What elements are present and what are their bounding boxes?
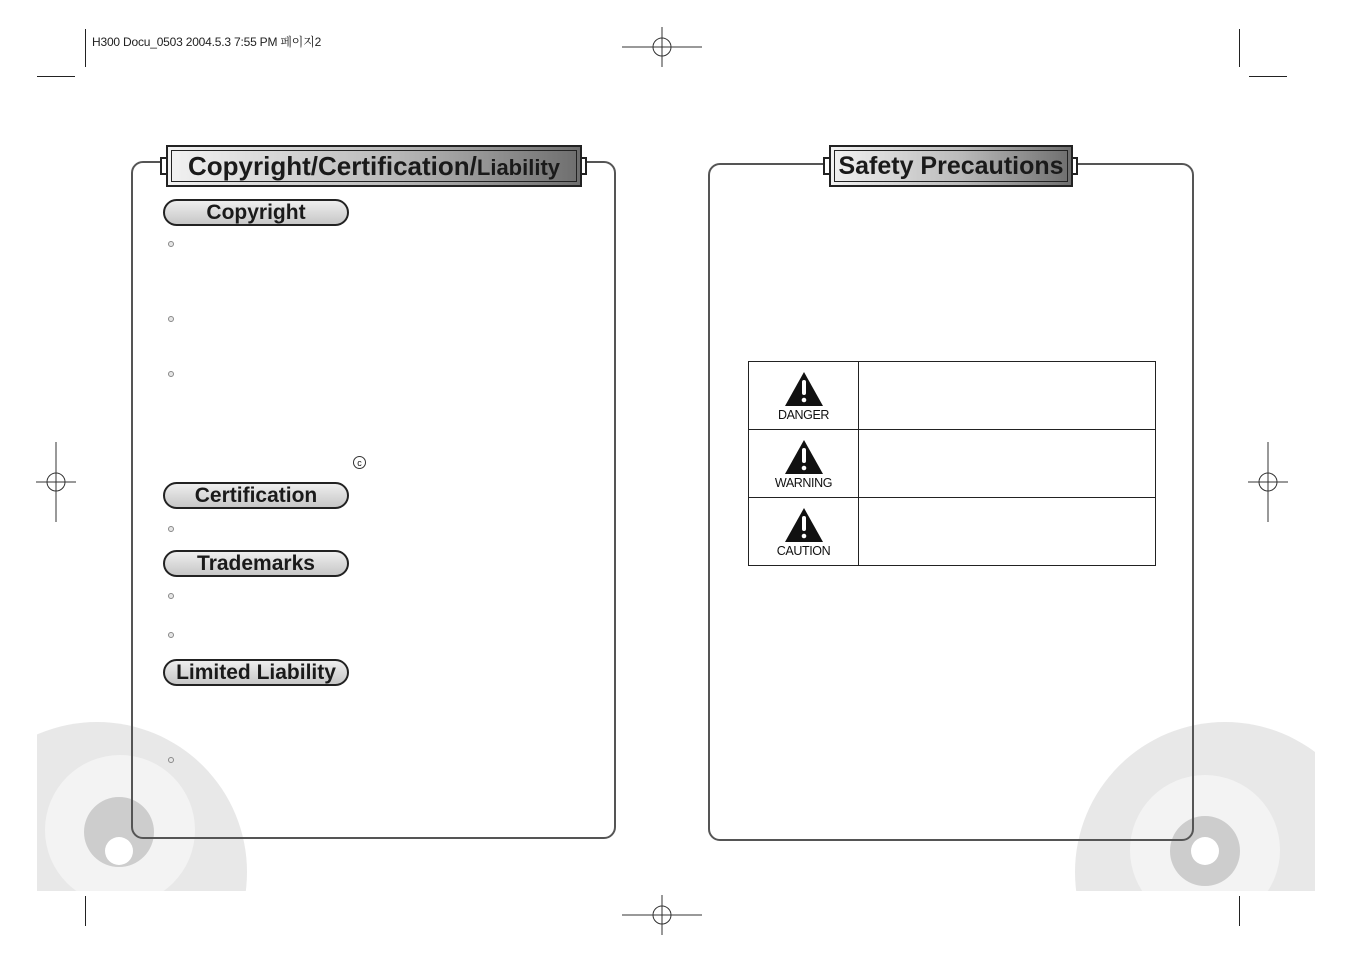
title-text: Safety Precautions [838, 151, 1064, 180]
right-page-title [829, 145, 1073, 187]
level-label: WARNING [774, 476, 833, 490]
description-cell [859, 362, 1156, 430]
section-limited-liability: Limited Liability [163, 659, 349, 686]
danger-cell [749, 362, 859, 430]
crop-mark [1249, 76, 1287, 77]
warning-triangle-icon [784, 507, 824, 543]
section-trademarks: Trademarks [163, 550, 349, 577]
title-small: Liability [476, 155, 561, 180]
copyright-symbol-icon: c [353, 456, 366, 469]
level-label: DANGER [777, 408, 830, 422]
description-cell [859, 498, 1156, 566]
bullet-icon [168, 632, 174, 638]
bullet-icon [168, 526, 174, 532]
left-page-title [166, 145, 582, 187]
caution-cell [749, 498, 859, 566]
title-main: Copyright/Certification/ [187, 150, 477, 181]
table-row [749, 362, 1156, 430]
section-copyright: Copyright [163, 199, 349, 226]
section-certification: Certification [163, 482, 349, 509]
crop-mark [85, 896, 86, 926]
safety-levels-table [748, 361, 1156, 566]
print-header: H300 Docu_0503 2004.5.3 7:55 PM 페이지2 [92, 35, 322, 49]
bullet-icon [168, 241, 174, 247]
crop-mark [85, 29, 86, 67]
registration-mark-icon [622, 27, 702, 67]
registration-mark-icon [36, 442, 76, 522]
level-label: CAUTION [776, 544, 831, 558]
table-row [749, 498, 1156, 566]
warning-triangle-icon [784, 439, 824, 475]
description-cell [859, 430, 1156, 498]
bullet-icon [168, 316, 174, 322]
bullet-icon [168, 593, 174, 599]
crop-mark [37, 76, 75, 77]
bullet-icon [168, 371, 174, 377]
registration-mark-icon [622, 895, 702, 935]
warning-cell [749, 430, 859, 498]
warning-triangle-icon [784, 371, 824, 407]
registration-mark-icon [1248, 442, 1288, 522]
bullet-icon [168, 757, 174, 763]
crop-mark [1239, 896, 1240, 926]
table-row [749, 430, 1156, 498]
crop-mark [1239, 29, 1240, 67]
